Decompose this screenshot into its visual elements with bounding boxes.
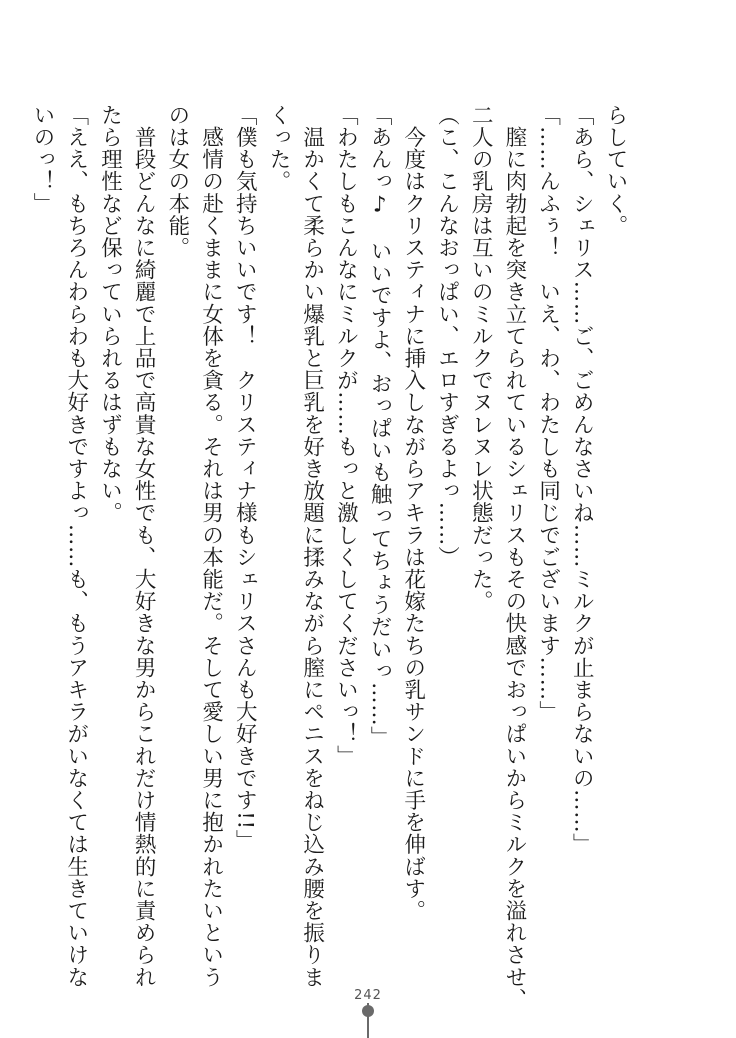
text-line: 普段どんなに綺麗で上品で高貴な女性でも、大好きな男からこれだけ情熱的に責められ bbox=[131, 104, 157, 988]
page-ornament-dot-icon bbox=[362, 1005, 374, 1017]
text-line: いのっ！」 bbox=[30, 104, 56, 215]
text-line: 膣に肉勃起を突き立てられているシェリスもその快感でおっぱいからミルクを溢れさせ、 bbox=[501, 104, 527, 1011]
page-number: 242 bbox=[354, 988, 382, 1003]
text-line: のは女の本能。 bbox=[164, 104, 190, 259]
text-line: らしていく。 bbox=[603, 104, 628, 237]
page-footer bbox=[0, 984, 736, 1003]
text-line: たら理性など保っていられるはずもない。 bbox=[97, 104, 123, 524]
text-line: 感情の赴くままに女体を貪る。それは男の本能だ。そして愛しい男に抱かれたいという bbox=[198, 104, 224, 988]
text-line: 「僕も気持ちいいです！ クリスティナ様もシェリスさんも大好きです!!」 bbox=[232, 104, 258, 852]
text-line: 「わたしもこんなにミルクが……もっと激しくしてくださいっ！」 bbox=[333, 104, 359, 767]
text-line: くった。 bbox=[265, 104, 291, 193]
text-line: 二人の乳房は互いのミルクでヌレヌレ状態だった。 bbox=[468, 104, 494, 613]
text-line: 「あら、シェリス……ご、ごめんなさいね……ミルクが止まらないの……」 bbox=[569, 104, 595, 856]
text-line: （こ、こんなおっぱい、エロすぎるよっ……） bbox=[434, 104, 460, 569]
text-line: 「……んふぅ！ いえ、わ、わたしも同じでございます……」 bbox=[535, 104, 561, 723]
text-line: 今度はクリスティナに挿入しながらアキラは花嫁たちの乳サンドに手を伸ばす。 bbox=[400, 104, 426, 922]
text-line: 温かくて柔らかい爆乳と巨乳を好き放題に揉みながら膣にペニスをねじ込み腰を振りま bbox=[299, 104, 325, 988]
text-line: 「ええ、もちろんわらわも大好きですよっ……も、もうアキラがいなくては生きていけな bbox=[63, 104, 89, 988]
text-line: 「あんっ♪ いいですよ、おっぱいも触ってちょうだいっ……」 bbox=[367, 104, 393, 749]
